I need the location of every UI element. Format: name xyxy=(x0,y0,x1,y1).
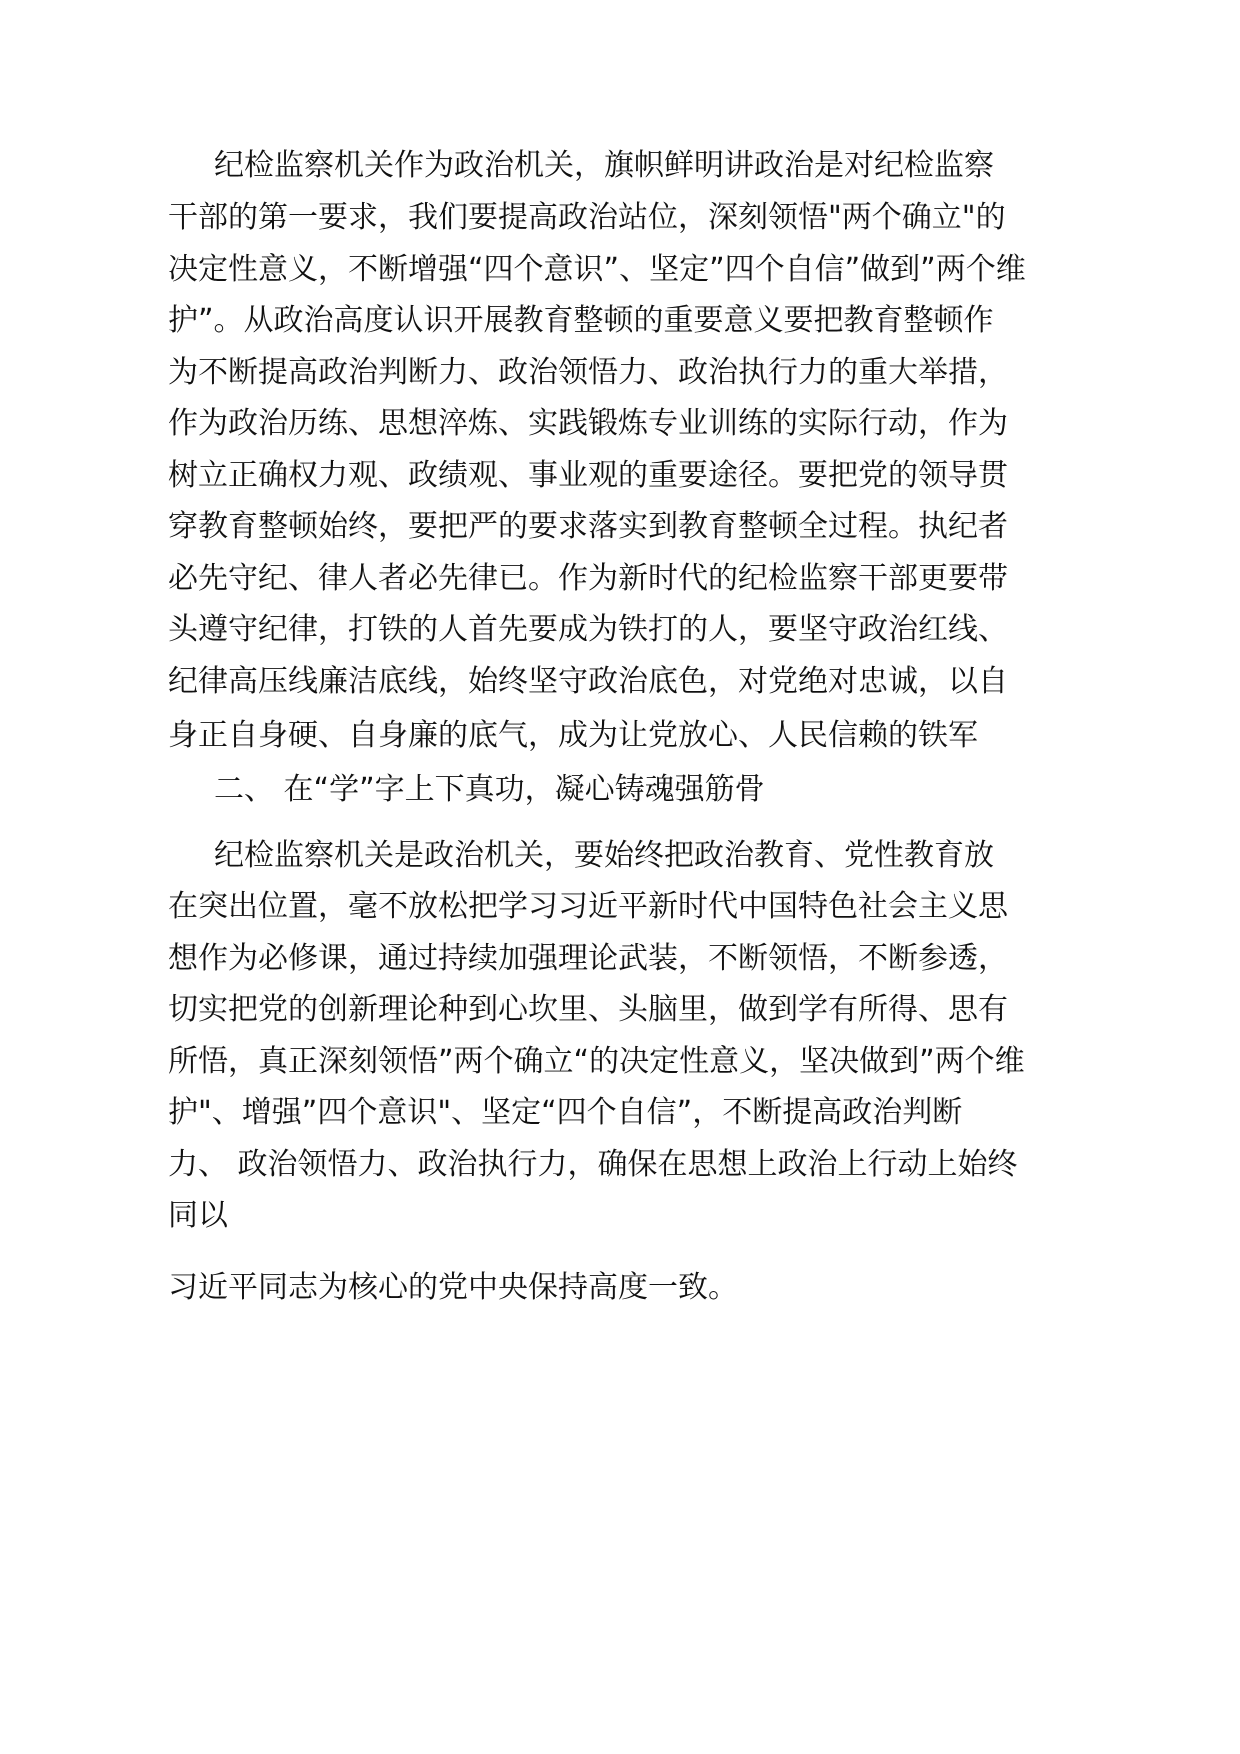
text-line: 纪律高压线廉洁底线，始终坚守政治底色，对党绝对忠诚，以自 xyxy=(168,664,1008,699)
text-line: 切实把党的创新理论种到心坎里、头脑里，做到学有所得、思有 xyxy=(168,992,1008,1027)
text-line: 穿教育整顿始终，要把严的要求落实到教育整顿全过程。执纪者 xyxy=(168,509,1008,544)
text-line: 护”。从政治高度认识开展教育整顿的重要意义要把教育整顿作 xyxy=(168,303,994,338)
text-line: 纪检监察机关是政治机关，要始终把政治教育、党性教育放 xyxy=(214,838,994,873)
text-line: 身正自身硬、自身廉的底气，成为让党放心、人民信赖的铁军 xyxy=(168,718,978,753)
text-line: 干部的第一要求，我们要提高政治站位，深刻领悟"两个确立"的 xyxy=(168,200,1006,235)
text-line: 作为政治历练、思想淬炼、实践锻炼专业训练的实际行动，作为 xyxy=(168,406,1008,441)
text-line: 树立正确权力观、政绩观、事业观的重要途径。要把党的领导贯 xyxy=(168,458,1008,493)
text-line: 头遵守纪律，打铁的人首先要成为铁打的人，要坚守政治红线、 xyxy=(168,612,1008,647)
text-line: 想作为必修课，通过持续加强理论武装，不断领悟，不断参透， xyxy=(168,941,1008,976)
text-line: 所悟，真正深刻领悟”两个确立“的决定性意义，坚决做到”两个维 xyxy=(168,1044,1025,1079)
text-line: 决定性意义，不断增强“四个意识”、坚定”四个自信”做到”两个维 xyxy=(168,252,1026,287)
section-heading: 二、 在“学”字上下真功，凝心铸魂强筋骨 xyxy=(214,772,765,807)
text-line: 力、 政治领悟力、政治执行力，确保在思想上政治上行动上始终 xyxy=(168,1147,1018,1182)
text-line: 同以 xyxy=(168,1198,228,1233)
text-line: 必先守纪、律人者必先律已。作为新时代的纪检监察干部更要带 xyxy=(168,561,1008,596)
text-line: 在突出位置，毫不放松把学习习近平新时代中国特色社会主义思 xyxy=(168,889,1008,924)
text-line: 纪检监察机关作为政治机关，旗帜鲜明讲政治是对纪检监察 xyxy=(214,148,994,183)
text-line: 为不断提高政治判断力、政治领悟力、政治执行力的重大举措， xyxy=(168,355,1008,390)
text-line: 习近平同志为核心的党中央保持高度一致。 xyxy=(168,1270,738,1305)
text-line: 护"、增强”四个意识"、坚定“四个自信”，不断提高政治判断 xyxy=(168,1095,963,1130)
